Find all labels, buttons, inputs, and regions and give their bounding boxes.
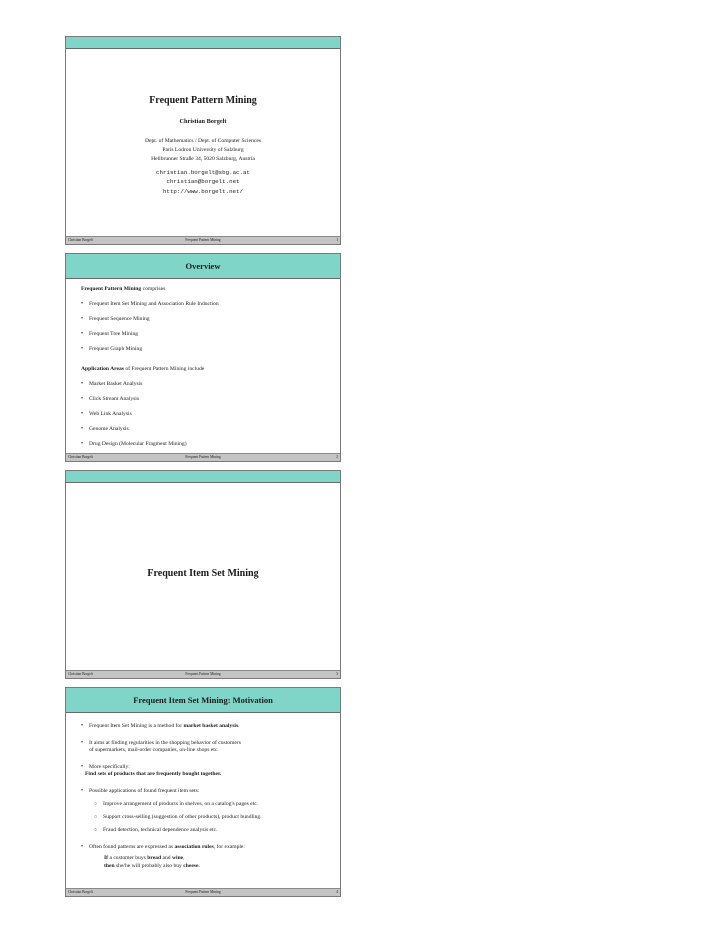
- list-item: [66, 381, 340, 388]
- text-bold: wine: [171, 855, 184, 861]
- slide-footer: [66, 453, 340, 461]
- text-run: Fraud detection, technical dependence analysis etc.: [103, 827, 218, 833]
- text-run: Improve arrangement of products in shelves, on a catalog's pages etc.: [103, 801, 259, 807]
- bullet-icon: •: [81, 764, 84, 770]
- affiliation-line: Paris Lodron University of Salzburg: [162, 147, 244, 153]
- rule-then-line: [104, 862, 340, 870]
- slide-footer: [66, 670, 340, 678]
- bullet-icon: •: [81, 331, 84, 337]
- list-item-text: Genome Analysis: [89, 426, 129, 432]
- list-item-text: Frequent Graph Mining: [89, 346, 143, 352]
- text-run: Possible applications of found frequent item sets:: [89, 788, 200, 794]
- apps-text: of Frequent Pattern Mining include: [123, 366, 205, 372]
- list-item: [66, 301, 340, 308]
- rule-example: [66, 854, 340, 870]
- text-run: she/he will probably also buy: [114, 863, 184, 869]
- list-item-text: Market Basket Analysis: [89, 381, 143, 387]
- text-run: and: [161, 855, 172, 861]
- list-item: [66, 788, 340, 795]
- text-bold: If: [104, 855, 109, 861]
- text-run: Support cross-selling (suggestion of other products), product bundling.: [103, 814, 262, 820]
- list-item: [66, 723, 340, 730]
- list-item-text: Drug Design (Molecular Fragment Mining): [89, 441, 187, 447]
- slide-2-body: [66, 286, 340, 448]
- slide-footer: [66, 888, 340, 896]
- text-bold-line: Find sets of products that are frequently bought together.: [85, 771, 222, 777]
- motivation-list: [66, 723, 340, 851]
- slide-3-title: Frequent Item Set Mining: [147, 568, 259, 579]
- list-item: [66, 346, 340, 353]
- intro-text: comprises: [141, 286, 166, 292]
- slide-4-body: [66, 715, 340, 870]
- author-name: Christian Borgelt: [179, 118, 227, 125]
- slide-header-bar: [66, 471, 340, 483]
- text-run: .: [198, 863, 200, 869]
- intro-line: [66, 286, 340, 293]
- text-run: , for example:: [213, 844, 245, 850]
- sub-list-item: [66, 827, 340, 834]
- slide-1-title: Frequent Pattern Mining: [149, 95, 257, 106]
- email-link[interactable]: christian.borgelt@sbg.ac.at: [156, 169, 250, 176]
- bullet-icon: •: [81, 396, 84, 402]
- bullet-icon: •: [81, 844, 84, 850]
- list-item: [66, 331, 340, 338]
- list-item: [66, 441, 340, 448]
- slide-4: [65, 687, 341, 897]
- page-number: 3: [336, 672, 338, 676]
- text-run: ,: [183, 855, 185, 861]
- text-run: a customer buys: [108, 855, 148, 861]
- slide-header-bar: [66, 688, 340, 713]
- text-bold: then: [104, 863, 115, 869]
- bullet-icon: •: [81, 411, 84, 417]
- list-item-text: Frequent Item Set Mining and Association Rule Induction: [89, 301, 219, 307]
- bullet-icon: •: [81, 723, 84, 729]
- slide-1: [65, 36, 341, 245]
- text-bold: cheese: [183, 863, 199, 869]
- circle-bullet-icon: ○: [94, 802, 98, 807]
- pattern-list: [66, 301, 340, 353]
- list-item: [66, 764, 340, 778]
- slide-4-title: Frequent Item Set Mining: Motivation: [133, 695, 273, 705]
- affiliation-line: Hellbrunner Straße 34, 5020 Salzburg, Austria: [151, 156, 255, 162]
- list-item-text: Frequent Sequence Mining: [89, 316, 150, 322]
- sub-list-item: [66, 814, 340, 821]
- text-run: Frequent Item Set Mining is a method for: [89, 723, 184, 729]
- slide-3: [65, 470, 341, 679]
- footer-title: Frequent Pattern Mining: [185, 455, 221, 459]
- intro-bold: Frequent Pattern Mining: [81, 286, 142, 292]
- affiliation-line: Dept. of Mathematics / Dept. of Computer Sciences: [144, 138, 262, 144]
- text-bold: bread: [147, 855, 162, 861]
- slide-header-bar: [66, 254, 340, 279]
- text-bold: association rules: [174, 844, 214, 850]
- circle-bullet-icon: ○: [94, 828, 98, 833]
- slide-header-bar: [66, 37, 340, 49]
- bullet-icon: •: [81, 346, 84, 352]
- list-item: [66, 316, 340, 323]
- footer-author: Christian Borgelt: [68, 890, 93, 894]
- footer-author: Christian Borgelt: [68, 455, 93, 459]
- homepage-link[interactable]: http://www.borgelt.net/: [162, 188, 243, 195]
- bullet-icon: •: [81, 426, 84, 432]
- footer-author: Christian Borgelt: [68, 672, 93, 676]
- email-list: [66, 168, 340, 186]
- affiliation: [66, 137, 340, 164]
- bullet-icon: •: [81, 301, 84, 307]
- email-link[interactable]: christian@borgelt.net: [166, 178, 240, 185]
- bullet-icon: •: [81, 740, 84, 746]
- apps-bold: Application Areas: [81, 366, 124, 372]
- footer-author: Christian Borgelt: [68, 238, 93, 242]
- text-line: of supermarkets, mail-order companies, on-line shops etc.: [89, 747, 219, 753]
- list-item-text: Frequent Tree Mining: [89, 331, 139, 337]
- text-line: It aims at finding regularities in the shopping behavior of customers: [89, 740, 241, 746]
- page-number: 2: [336, 455, 338, 459]
- list-item: [66, 426, 340, 433]
- list-item: [66, 844, 340, 851]
- bullet-icon: •: [81, 381, 84, 387]
- sub-list-item: [66, 801, 340, 808]
- circle-bullet-icon: ○: [94, 815, 98, 820]
- text-bold: market basket analysis: [183, 723, 239, 729]
- bullet-icon: •: [81, 788, 84, 794]
- text-run: Often found patterns are expressed as: [89, 844, 175, 850]
- list-item-text: Click Stream Analysis: [89, 396, 140, 402]
- slide-2: [65, 253, 341, 462]
- text-run: .: [238, 723, 240, 729]
- bullet-icon: •: [81, 316, 84, 322]
- rule-if-line: [104, 854, 340, 862]
- footer-title: Frequent Pattern Mining: [185, 238, 221, 242]
- footer-title: Frequent Pattern Mining: [185, 672, 221, 676]
- bullet-icon: •: [81, 441, 84, 447]
- list-item: [66, 740, 340, 754]
- text-line: More specifically:: [89, 764, 130, 770]
- footer-title: Frequent Pattern Mining: [185, 890, 221, 894]
- apps-line: [66, 366, 340, 373]
- page-number: 4: [336, 890, 338, 894]
- list-item: [66, 411, 340, 418]
- list-item-text: Web Link Analysis: [89, 411, 132, 417]
- list-item: [66, 396, 340, 403]
- slide-footer: [66, 236, 340, 244]
- slide-2-title: Overview: [185, 261, 221, 271]
- application-list: [66, 381, 340, 448]
- page-number: 1: [336, 238, 338, 242]
